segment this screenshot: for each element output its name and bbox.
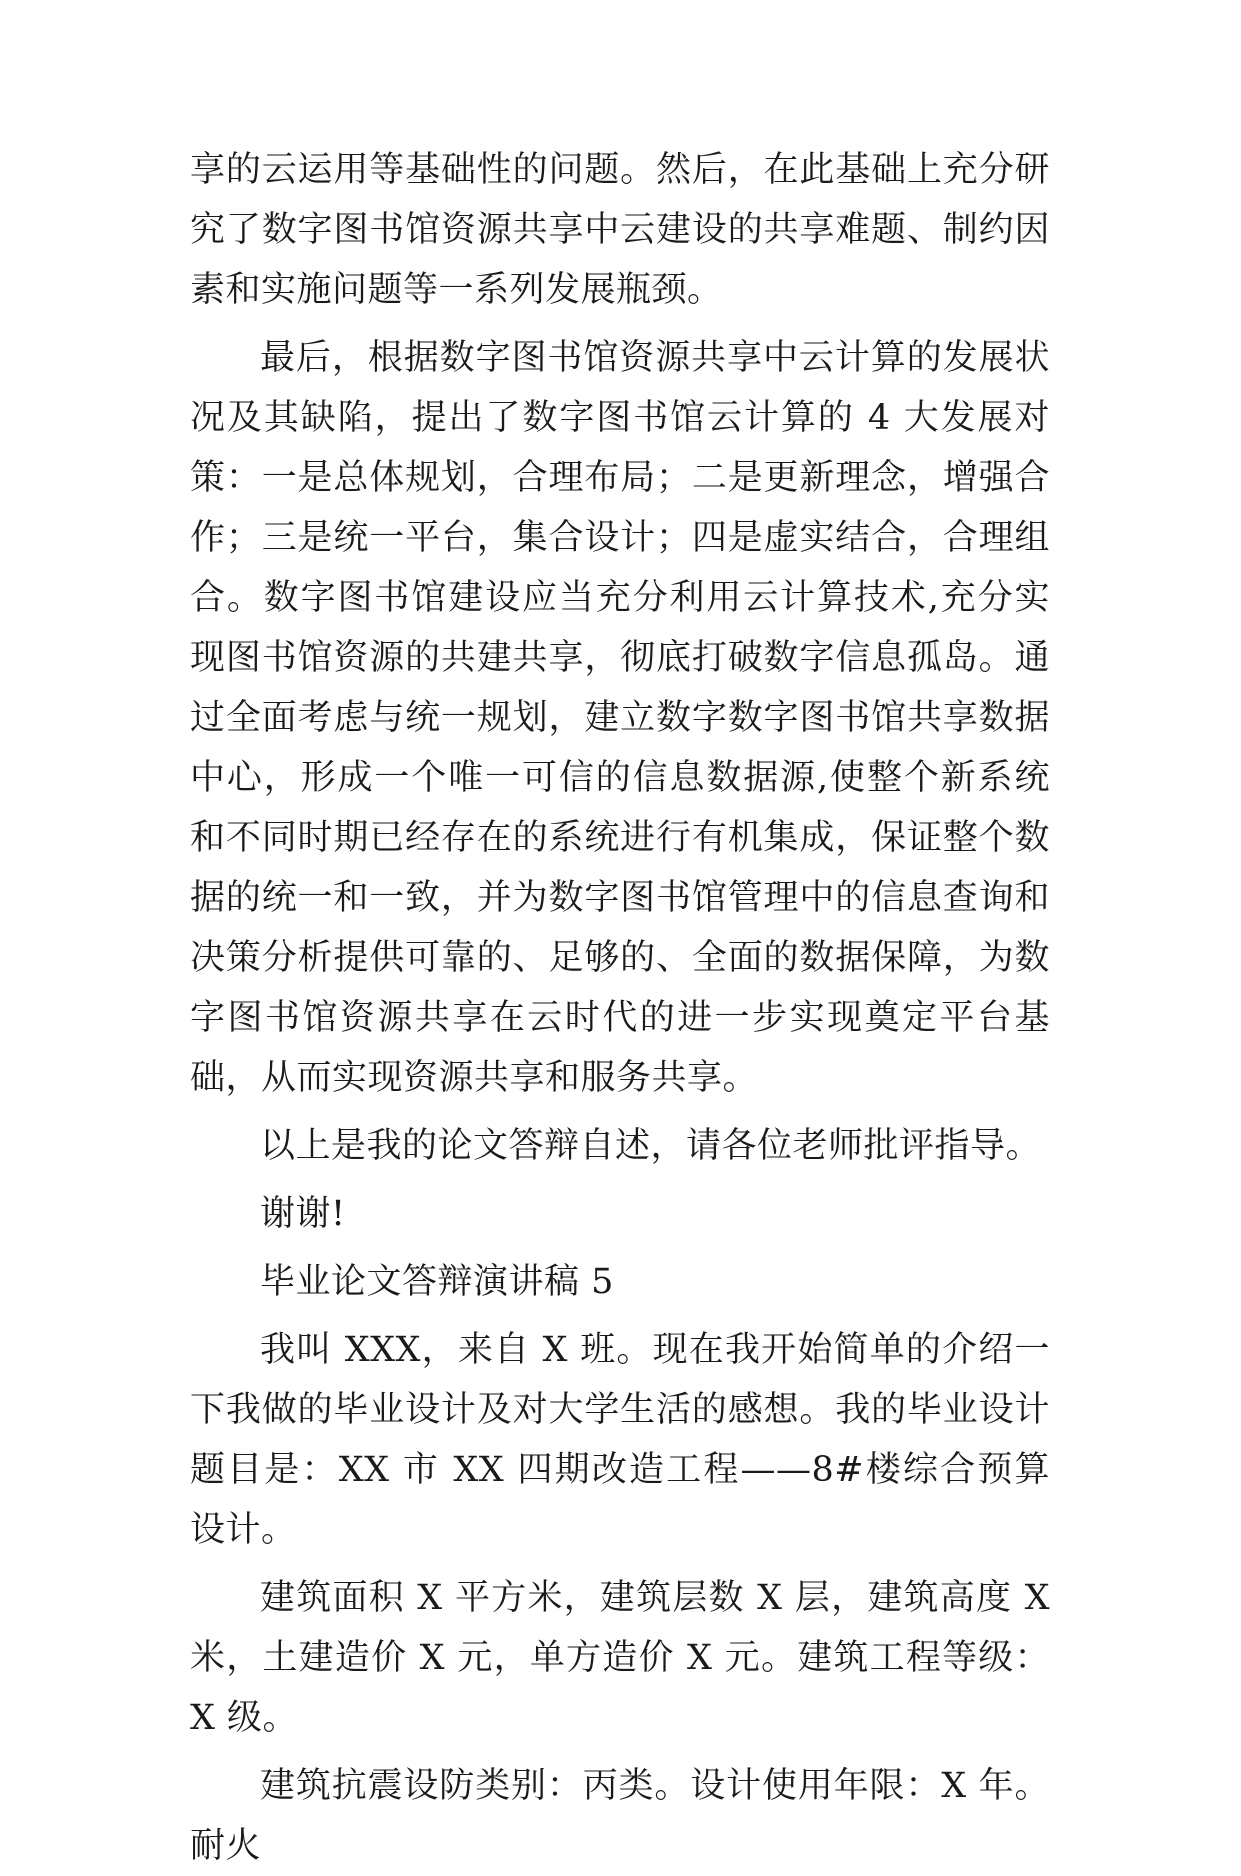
paragraph-thanks: 谢谢! <box>260 1194 346 1234</box>
paragraph-introduction: 我叫 XXX，来自 X 班。现在我开始简单的介绍一下我做的毕业设计及对大学生活的感想。我的毕业设计题目是：XX 市 XX 四期改造工程——8#楼综合预算设计。 <box>190 1330 1050 1550</box>
paragraph-seismic-info: 建筑抗震设防类别：丙类。设计使用年限：X 年。耐火 <box>190 1766 1050 1866</box>
paragraph-conclusion: 最后，根据数字图书馆资源共享中云计算的发展状况及其缺陷，提出了数字图书馆云计算的 4 大发展对策：一是总体规划，合理布局；二是更新理念，增强合作；三是统一平台，集合设计；四是虚实结合，合理组合。数字图书馆建设应当充分利用云计算技术,充分实现图书馆资源的共建共享，彻底打破数字信息孤岛。通过全面考虑与统一规划，建立数字数字图书馆共享数据中心，形成一个唯一可信的信息数据源,使整个新系统和不同时期已经存在的系统进行有机集成，保证整个数据的统一和一致，并为数字图书馆管理中的信息查询和决策分析提供可靠的、足够的、全面的数据保障，为数字图书馆资源共享在云时代的进一步实现奠定平台基础，从而实现资源共享和服务共享。 <box>190 338 1050 1098</box>
paragraph-continuation: 享的云运用等基础性的问题。然后，在此基础上充分研究了数字图书馆资源共享中云建设的共享难题、制约因素和实施问题等一系列发展瓶颈。 <box>190 150 1050 310</box>
section-heading: 毕业论文答辩演讲稿 5 <box>260 1262 614 1302</box>
document-body <box>190 140 1050 1876</box>
paragraph-building-info: 建筑面积 X 平方米，建筑层数 X 层，建筑高度 X 米，土建造价 X 元，单方造价 X 元。建筑工程等级：X 级。 <box>190 1578 1050 1738</box>
paragraph-closing-remark: 以上是我的论文答辩自述，请各位老师批评指导。 <box>260 1126 1042 1166</box>
